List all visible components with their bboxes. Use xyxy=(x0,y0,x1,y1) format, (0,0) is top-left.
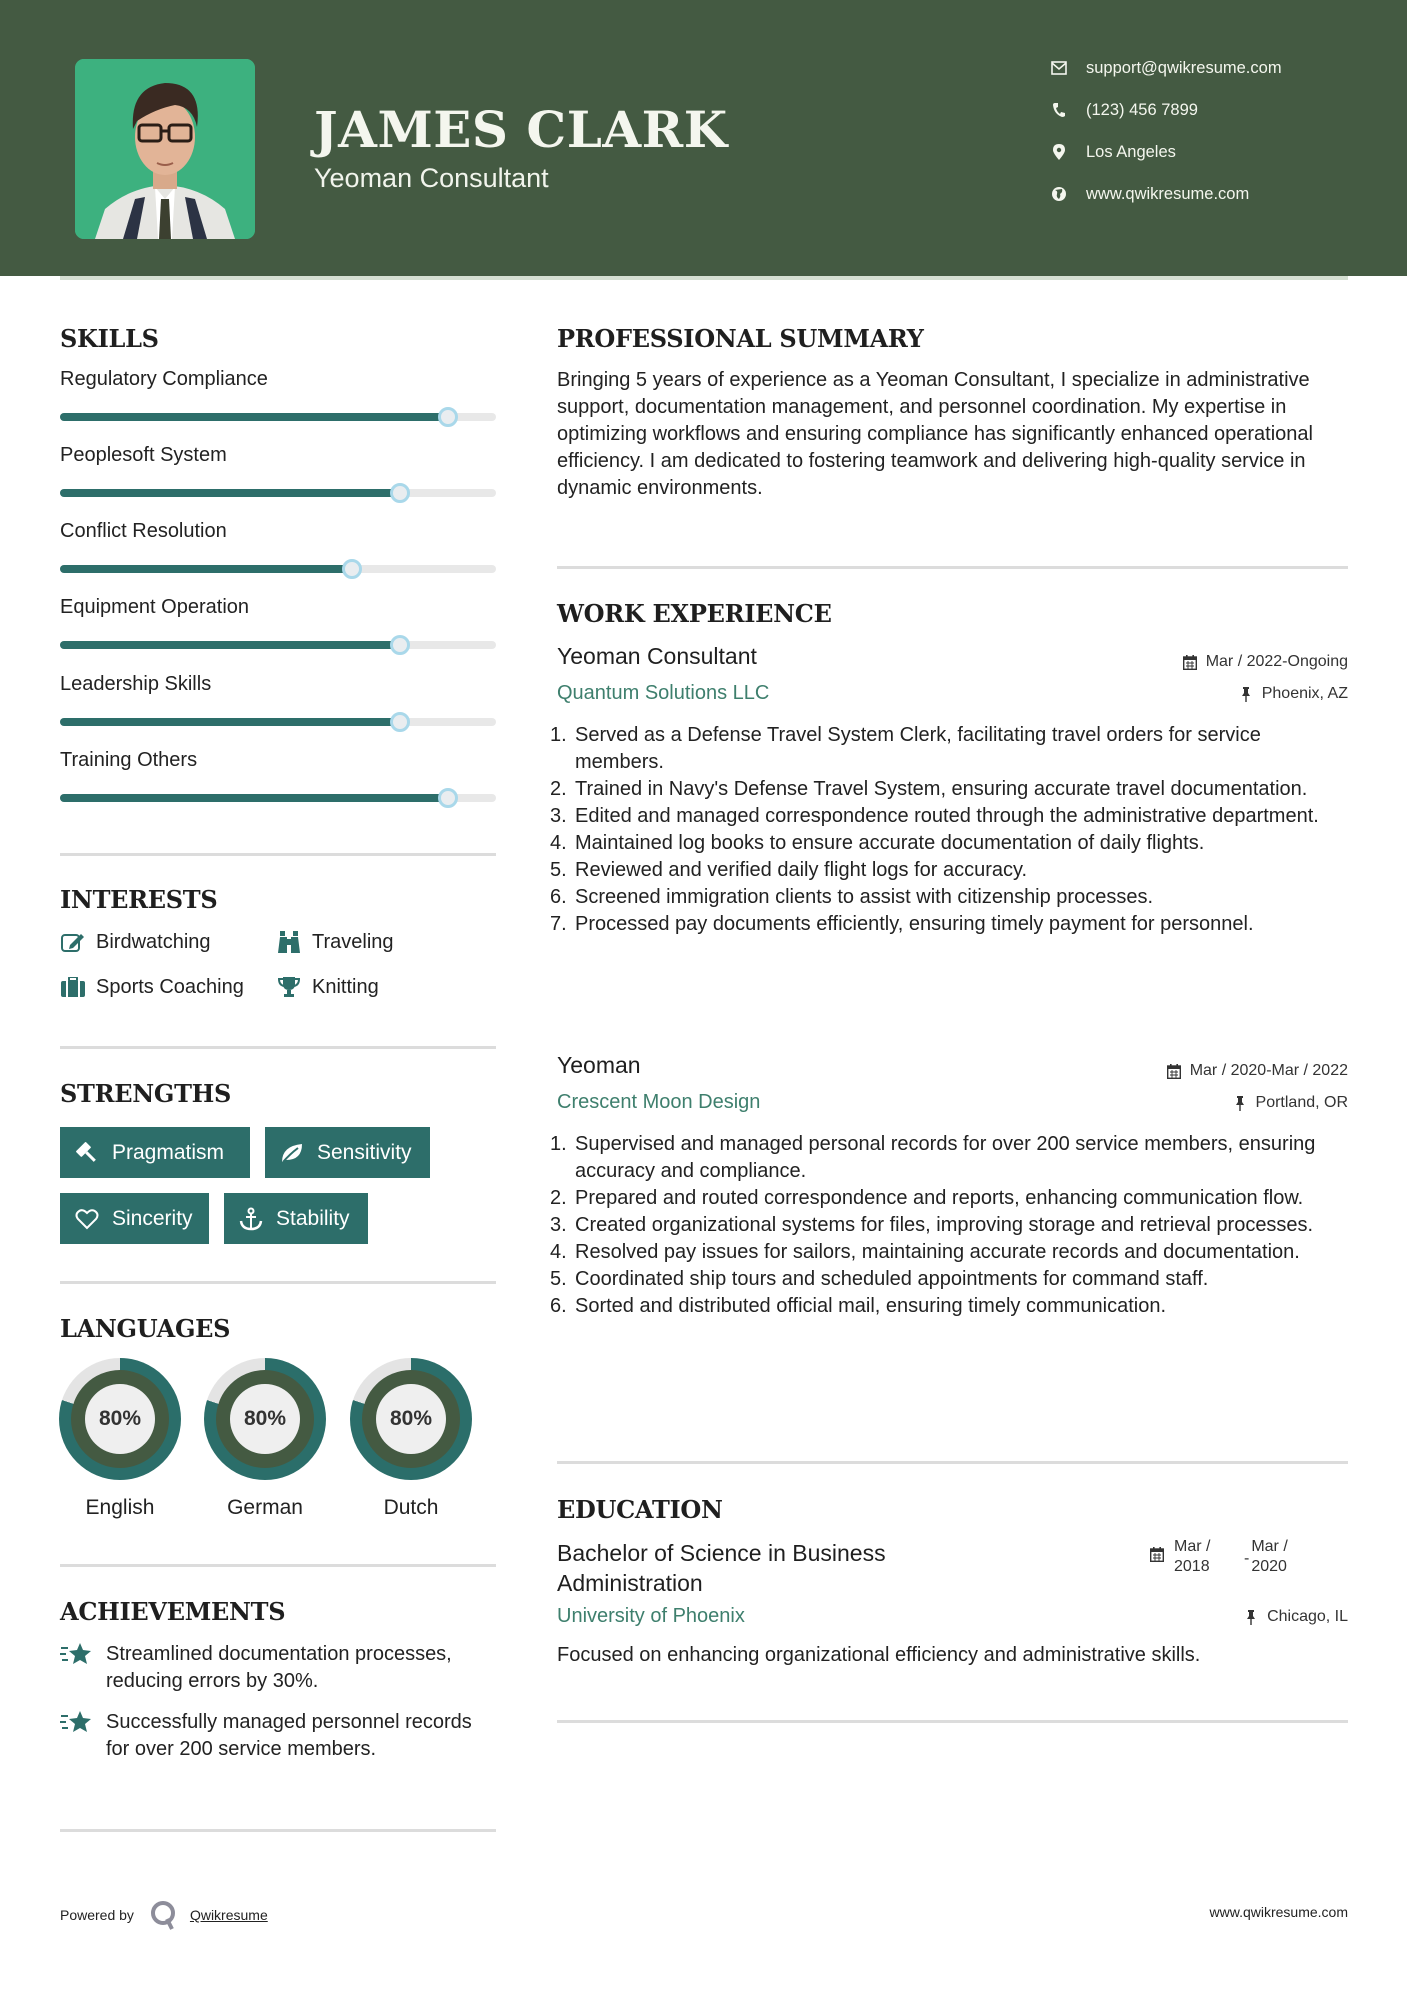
edit-icon xyxy=(60,930,86,954)
skill-bar-fill xyxy=(60,413,448,421)
skill-bar xyxy=(60,565,496,573)
language-item: 80% English xyxy=(59,1358,181,1520)
qwikresume-logo-icon xyxy=(150,1900,178,1930)
education-description: Focused on enhancing organizational efficiency and administrative skills. xyxy=(557,1644,1201,1666)
skill-bar xyxy=(60,794,496,802)
interest-item: Knitting xyxy=(276,975,379,999)
strength-badge: Sincerity xyxy=(60,1193,209,1244)
summary-text: Bringing 5 years of experience as a Yeoman Consultant, I specialize in administrative support, documentation management, and personnel coordination. My expertise in optimizing workflows and ensuring compliance has significantly enhanced operational efficiency. I am dedicated to fostering teamwork and delivering high-quality service in dynamic environments. xyxy=(557,369,1313,499)
bullet-item: 6. Screened immigration clients to assist with citizenship processes. xyxy=(550,886,1154,908)
bullet-item: 2. Trained in Navy's Defense Travel System, ensuring accurate travel documentation. xyxy=(550,778,1308,800)
bullet-item: 6. Sorted and distributed official mail, ensuring timely communication. xyxy=(550,1295,1167,1317)
gavel-icon xyxy=(74,1140,100,1166)
skill-bar-fill xyxy=(60,794,448,802)
bullet-item: 5. Coordinated ship tours and scheduled appointments for command staff. xyxy=(550,1268,1209,1290)
section-divider xyxy=(60,1829,496,1832)
phone-icon xyxy=(1050,101,1068,119)
map-marker-icon xyxy=(1050,143,1068,161)
anchor-icon xyxy=(238,1206,264,1232)
skill-bar-knob xyxy=(390,712,410,732)
skills-title: SKILLS xyxy=(60,324,159,353)
bullet-item: 7. Processed pay documents efficiently, ensuring timely payment for personnel. xyxy=(550,913,1254,935)
skill-label: Equipment Operation xyxy=(60,596,250,618)
job-dates: Mar / 2020-Mar / 2022 xyxy=(1166,1062,1348,1080)
footer-website[interactable]: www.qwikresume.com xyxy=(1209,1904,1348,1920)
job-title: Yeoman xyxy=(557,1052,641,1078)
interests-title: INTERESTS xyxy=(60,885,218,914)
skill-bar xyxy=(60,489,496,497)
skill-bar-fill xyxy=(60,565,352,573)
skill-label: Peoplesoft System xyxy=(60,444,227,466)
education-end-date: Mar / 2020 xyxy=(1251,1538,1288,1575)
section-divider xyxy=(60,1564,496,1567)
skill-bar-knob xyxy=(438,788,458,808)
heart-icon xyxy=(74,1206,100,1232)
trophy-icon xyxy=(276,975,302,999)
bullet-item: 4. Maintained log books to ensure accurate documentation of daily flights. xyxy=(550,832,1205,854)
header-divider xyxy=(60,276,1348,280)
bullet-item: 4. Resolved pay issues for sailors, maintaining accurate records and documentation. xyxy=(550,1241,1300,1263)
strengths-title: STRENGTHS xyxy=(60,1079,232,1108)
achievement-item: Streamlined documentation processes, reducing errors by 30%. xyxy=(60,1641,500,1695)
skill-label: Conflict Resolution xyxy=(60,520,227,542)
section-divider xyxy=(557,1461,1348,1464)
education-dates: Mar / 2018 - Mar / 2020 xyxy=(1150,1537,1321,1577)
strength-badge: Sensitivity xyxy=(265,1127,430,1178)
achievements-title: ACHIEVEMENTS xyxy=(60,1597,286,1626)
interest-item: Birdwatching xyxy=(60,930,211,954)
job-location: Portland, OR xyxy=(1232,1094,1348,1112)
footer-powered-by: Powered by Qwikresume xyxy=(60,1900,268,1930)
candidate-name: JAMES CLARK xyxy=(314,100,728,159)
skill-bar xyxy=(60,413,496,421)
calendar-icon xyxy=(1166,1063,1182,1079)
leaf-icon xyxy=(279,1140,305,1166)
calendar-icon xyxy=(1150,1547,1166,1563)
skill-label: Leadership Skills xyxy=(60,673,212,695)
language-proficiency-ring: 80% xyxy=(204,1358,326,1480)
fast-star-icon xyxy=(60,1709,94,1737)
education-title: EDUCATION xyxy=(557,1495,723,1524)
language-item: 80% German xyxy=(204,1358,326,1520)
profile-photo xyxy=(75,59,255,239)
calendar-icon xyxy=(1182,654,1198,670)
envelope-icon xyxy=(1050,59,1068,77)
skill-bar-knob xyxy=(342,559,362,579)
resume-header xyxy=(0,0,1407,276)
bullet-item: 1. Supervised and managed personal records for over 200 service members, ensuring accuracy and compliance. xyxy=(550,1133,1316,1182)
skill-bar-knob xyxy=(390,635,410,655)
interest-item: Traveling xyxy=(276,930,394,954)
languages-title: LANGUAGES xyxy=(60,1314,231,1343)
qwikresume-link[interactable]: Qwikresume xyxy=(189,1907,268,1923)
skill-bar xyxy=(60,718,496,726)
bullet-item: 5. Reviewed and verified daily flight logs for accuracy. xyxy=(550,859,1028,881)
pushpin-icon xyxy=(1243,1609,1259,1625)
job-title: Yeoman Consultant xyxy=(557,643,757,669)
bullet-item: 3. Created organizational systems for files, improving storage and retrieval processes. xyxy=(550,1214,1314,1236)
job-bullets xyxy=(550,1131,1347,1320)
achievement-item: Successfully managed personnel records for over 200 service members. xyxy=(60,1709,500,1763)
skill-bar-fill xyxy=(60,718,400,726)
pushpin-icon xyxy=(1238,686,1254,702)
contact-website[interactable]: www.qwikresume.com xyxy=(1050,182,1249,206)
bullet-item: 2. Prepared and routed correspondence and reports, enhancing communication flow. xyxy=(550,1187,1304,1209)
education-location: Chicago, IL xyxy=(1243,1608,1348,1626)
company-name: Crescent Moon Design xyxy=(557,1091,761,1113)
fast-star-icon xyxy=(60,1641,94,1669)
language-item: 80% Dutch xyxy=(350,1358,472,1520)
skill-bar-fill xyxy=(60,641,400,649)
contact-email[interactable]: support@qwikresume.com xyxy=(1050,56,1282,80)
degree-name: Bachelor of Science in Business Administration xyxy=(557,1540,886,1596)
binoculars-icon xyxy=(276,930,302,954)
section-divider xyxy=(60,853,496,856)
section-divider xyxy=(557,1720,1348,1723)
language-proficiency-ring: 80% xyxy=(59,1358,181,1480)
section-divider xyxy=(60,1281,496,1284)
language-proficiency-ring: 80% xyxy=(350,1358,472,1480)
summary-title: PROFESSIONAL SUMMARY xyxy=(557,324,924,353)
section-divider xyxy=(557,566,1348,569)
interest-item: Sports Coaching xyxy=(60,975,244,999)
bullet-item: 3. Edited and managed correspondence routed through the administrative department. xyxy=(550,805,1319,827)
strength-badge: Stability xyxy=(224,1193,368,1244)
candidate-title: Yeoman Consultant xyxy=(314,163,549,193)
job-bullets xyxy=(550,722,1347,938)
education-start-date: Mar / 2018 xyxy=(1174,1538,1211,1575)
skill-label: Regulatory Compliance xyxy=(60,368,268,390)
section-divider xyxy=(60,1046,496,1049)
skill-bar-knob xyxy=(390,483,410,503)
skill-bar xyxy=(60,641,496,649)
briefcase-icon xyxy=(60,975,86,999)
contact-phone[interactable]: (123) 456 7899 xyxy=(1050,98,1198,122)
company-name: Quantum Solutions LLC xyxy=(557,682,770,704)
strength-badge: Pragmatism xyxy=(60,1127,250,1178)
contact-location: Los Angeles xyxy=(1050,140,1176,164)
school-name: University of Phoenix xyxy=(557,1605,745,1627)
pushpin-icon xyxy=(1232,1095,1248,1111)
bullet-item: 1. Served as a Defense Travel System Clerk, facilitating travel orders for service members. xyxy=(550,724,1261,773)
job-location: Phoenix, AZ xyxy=(1238,685,1348,703)
skill-bar-knob xyxy=(438,407,458,427)
skill-label: Training Others xyxy=(60,749,198,771)
job-dates: Mar / 2022-Ongoing xyxy=(1182,653,1348,671)
globe-icon xyxy=(1050,185,1068,203)
experience-title: WORK EXPERIENCE xyxy=(557,599,832,628)
skill-bar-fill xyxy=(60,489,400,497)
